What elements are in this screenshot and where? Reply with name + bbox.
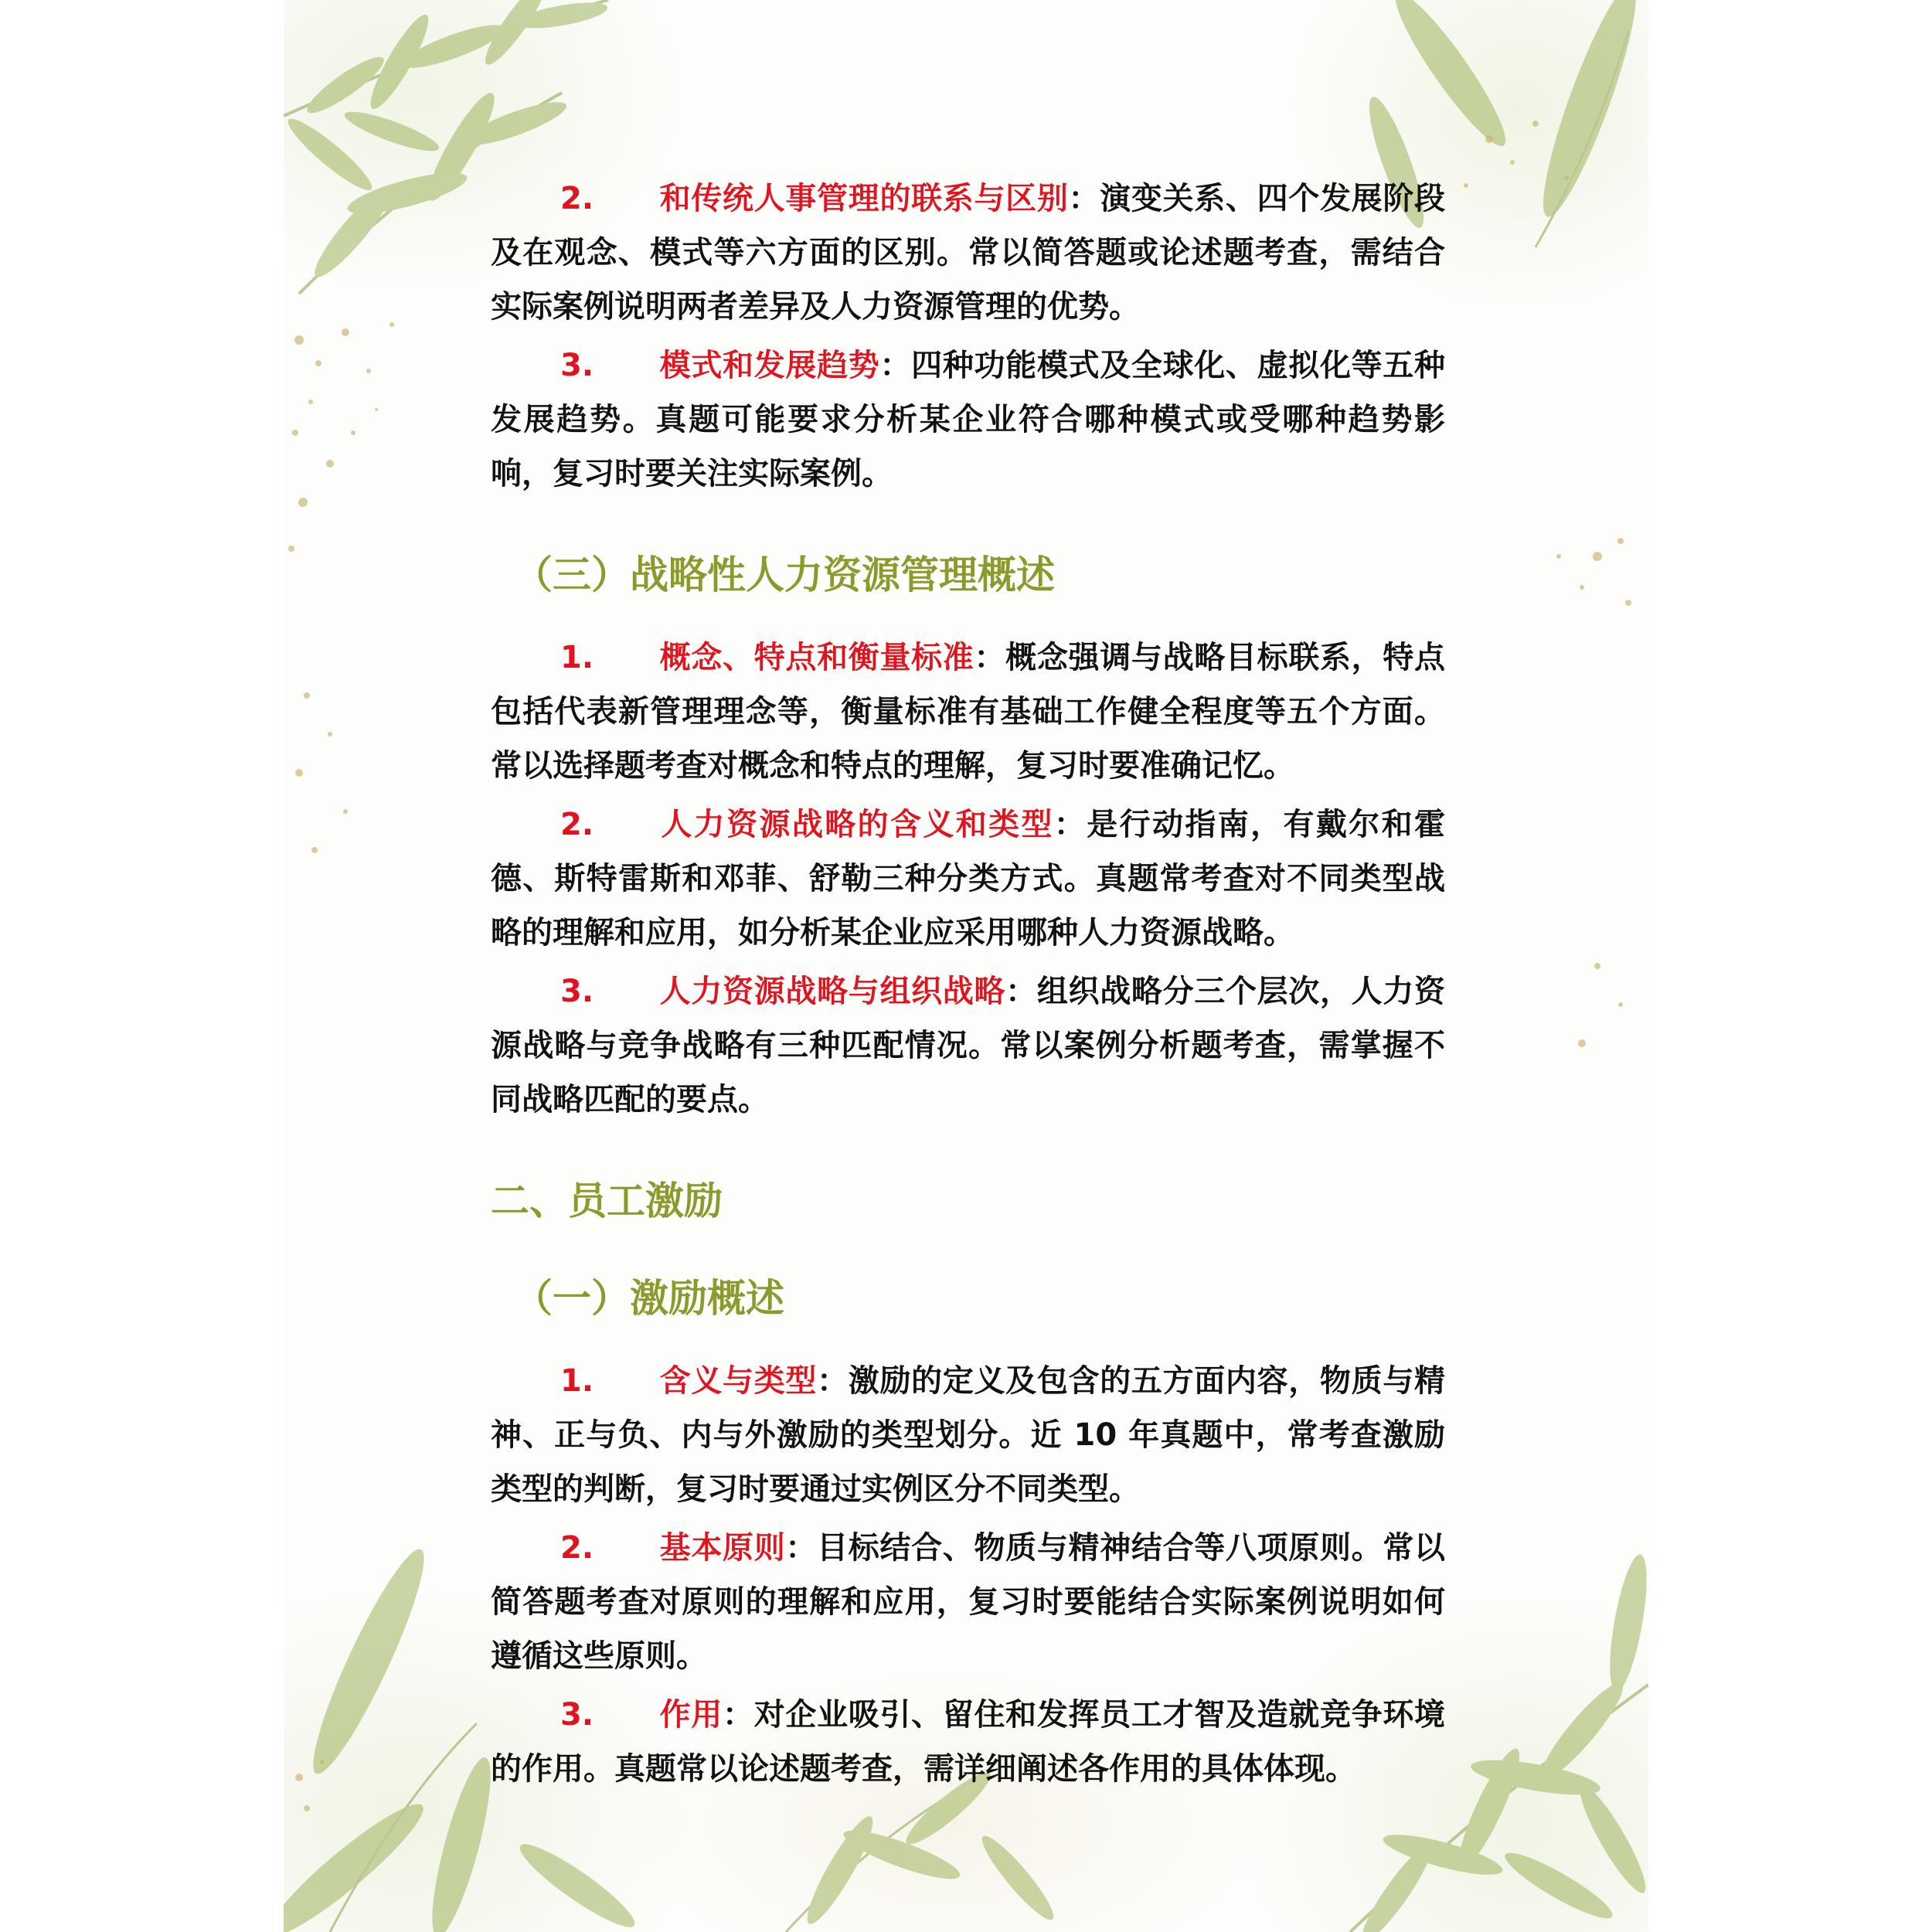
item-term: 人力资源战略的含义和类型 <box>659 807 1054 842</box>
item-term: 概念、特点和衡量标准 <box>659 640 975 675</box>
item-term: 和传统人事管理的联系与区别 <box>659 181 1069 216</box>
section-heading: 二、员工激励 <box>491 1179 723 1223</box>
subsection-heading: （一）激励概述 <box>514 1276 784 1321</box>
item-text: ：组织战略分三个层次，人力资源战略与竞争战略有三种匹配情况。常以案例分析题考查，需掌握不同战略匹配的要点。 <box>491 974 1446 1117</box>
numbered-item <box>491 798 1445 960</box>
item-text: ：概念强调与战略目标联系，特点包括代表新管理理念等，衡量标准有基础工作健全程度等五个方面。常以选择题考查对概念和特点的理解，复习时要准确记忆。 <box>491 640 1446 784</box>
item-text: ：目标结合、物质与精神结合等八项原则。常以简答题考查对原则的理解和应用，复习时要能结合实际案例说明如何遵循这些原则。 <box>491 1530 1446 1674</box>
item-text: ：四种功能模式及全球化、虚拟化等五种发展趋势。真题可能要求分析某企业符合哪种模式或受哪种趋势影响，复习时要关注实际案例。 <box>491 348 1446 492</box>
item-number: 2. <box>560 1530 594 1566</box>
subsection-heading: （三）战略性人力资源管理概述 <box>514 553 1055 597</box>
numbered-item <box>491 964 1445 1127</box>
item-text: ：激励的定义及包含的五方面内容，物质与精神、正与负、内与外激励的类型划分。近 10 年真题中，常考查激励类型的判断，复习时要通过实例区分不同类型。 <box>491 1363 1446 1507</box>
item-term: 基本原则 <box>659 1530 786 1566</box>
item-number: 1. <box>560 640 594 675</box>
numbered-item <box>491 1688 1445 1796</box>
item-term: 作用 <box>659 1697 723 1733</box>
numbered-item <box>491 1354 1445 1516</box>
document-page <box>284 0 1648 1932</box>
item-term: 人力资源战略与组织战略 <box>659 974 1006 1009</box>
item-term: 含义与类型 <box>659 1363 818 1399</box>
item-text: ：对企业吸引、留住和发挥员工才智及造就竞争环境的作用。真题常以论述题考查，需详细阐述各作用的具体体现。 <box>491 1697 1446 1787</box>
item-text: ：演变关系、四个发展阶段及在观念、模式等六方面的区别。常以简答题或论述题考查，需结合实际案例说明两者差异及人力资源管理的优势。 <box>491 181 1446 325</box>
item-number: 3. <box>560 1697 594 1733</box>
item-number: 3. <box>560 348 594 383</box>
item-number: 2. <box>560 181 594 216</box>
numbered-item <box>491 631 1445 793</box>
item-number: 2. <box>560 807 594 842</box>
numbered-item <box>491 338 1445 501</box>
numbered-item <box>491 172 1445 334</box>
item-text: ：是行动指南，有戴尔和霍德、斯特雷斯和邓菲、舒勒三种分类方式。真题常考查对不同类型战略的理解和应用，如分析某企业应采用哪种人力资源战略。 <box>491 807 1445 951</box>
numbered-item <box>491 1521 1445 1683</box>
item-term: 模式和发展趋势 <box>659 348 880 383</box>
item-number: 1. <box>560 1363 594 1399</box>
item-number: 3. <box>560 974 594 1009</box>
document-content <box>491 172 1445 1801</box>
